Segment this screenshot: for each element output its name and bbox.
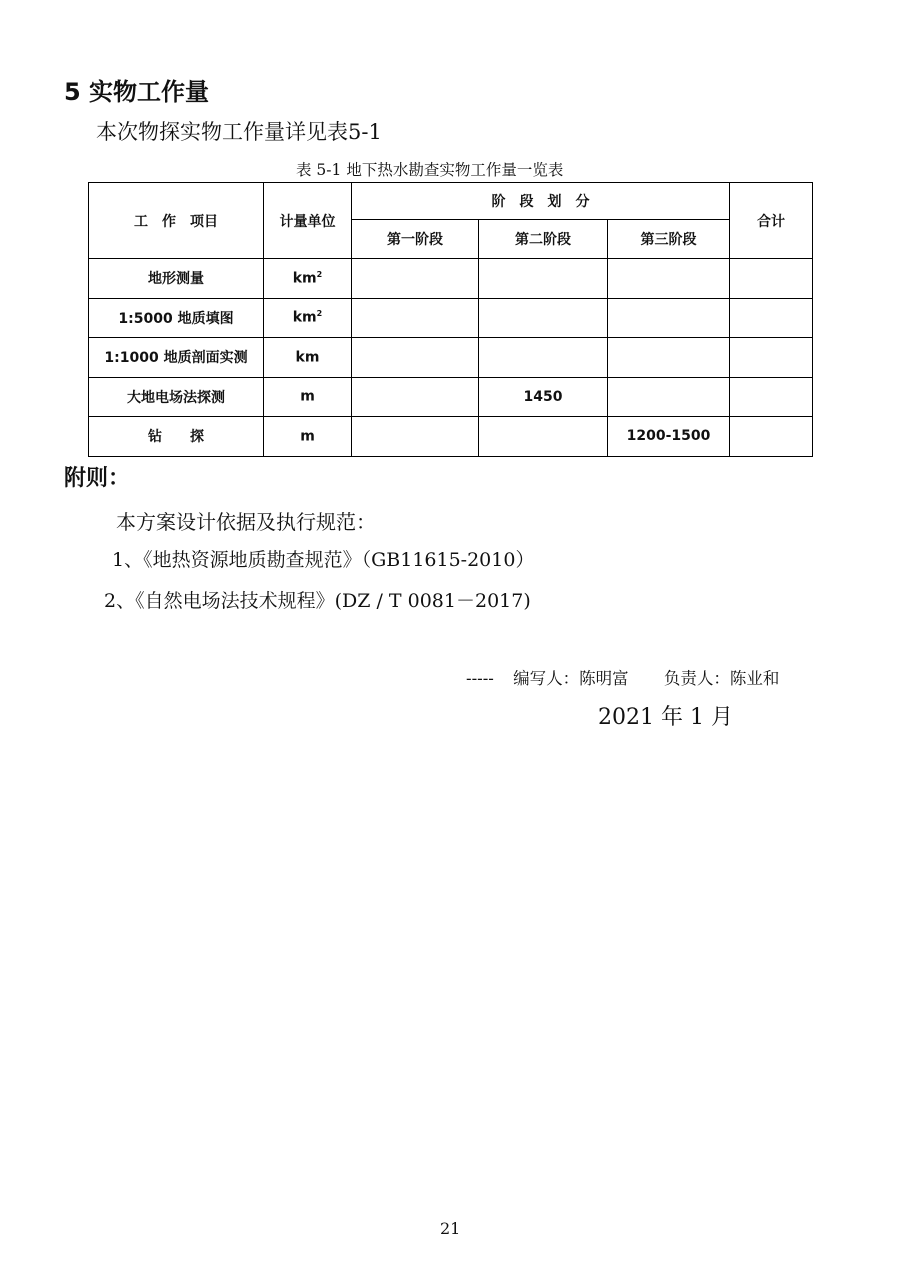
signature-writer: 编写人：陈明富	[513, 669, 629, 688]
header-stage-group: 阶 段 划 分	[352, 183, 730, 220]
cell-unit: m	[264, 377, 352, 417]
section-heading: 5 实物工作量	[64, 78, 210, 106]
cell-item: 地形测量	[89, 259, 264, 299]
intro-text: 本次物探实物工作量详见表5-1	[96, 120, 382, 144]
cell-unit: $km^2$	[264, 259, 352, 299]
page-number: 21	[440, 1219, 461, 1238]
appendix-title: 附则：	[64, 466, 131, 491]
appendix-basis: 本方案设计依据及执行规范：	[116, 510, 376, 534]
header-stage-3: 第三阶段	[608, 220, 730, 259]
document-date: 2021 年 1 月	[598, 705, 733, 730]
header-item: 工 作 项目	[89, 183, 264, 259]
reference-item: 2、《自然电场法技术规程》(DZ / T 0081－2017)	[104, 590, 531, 612]
cell-item: 1:1000 地质剖面实测	[89, 338, 264, 378]
cell-stage-2: 1450	[479, 377, 608, 417]
cell-stage-2	[479, 259, 608, 299]
cell-stage-1	[352, 377, 479, 417]
table-row	[89, 259, 813, 299]
table-caption: 表 5-1 地下热水勘查实物工作量一览表	[296, 161, 564, 179]
cell-total	[730, 298, 813, 338]
cell-stage-3	[608, 377, 730, 417]
signature-responsible: 负责人：陈业和	[663, 669, 780, 688]
cell-stage-3	[608, 298, 730, 338]
cell-stage-3	[608, 259, 730, 299]
cell-stage-2	[479, 338, 608, 378]
cell-stage-1	[352, 259, 479, 299]
cell-stage-3: 1200-1500	[608, 417, 730, 457]
cell-total	[730, 338, 813, 378]
workload-table	[88, 182, 813, 457]
cell-item: 大地电场法探测	[89, 377, 264, 417]
cell-stage-2	[479, 417, 608, 457]
cell-stage-2	[479, 298, 608, 338]
cell-item: 钻 探	[89, 417, 264, 457]
cell-stage-1	[352, 298, 479, 338]
header-total: 合计	[730, 183, 813, 259]
cell-total	[730, 417, 813, 457]
table-row	[89, 298, 813, 338]
header-stage-2: 第二阶段	[479, 220, 608, 259]
table-row	[89, 417, 813, 457]
reference-item: 1、《地热资源地质勘查规范》（GB11615-2010）	[112, 549, 535, 571]
header-stage-1: 第一阶段	[352, 220, 479, 259]
signature-dashes: -----	[466, 669, 494, 688]
cell-unit: km	[264, 338, 352, 378]
cell-item: 1:5000 地质填图	[89, 298, 264, 338]
table-header-row	[89, 183, 813, 220]
cell-stage-3	[608, 338, 730, 378]
table-row	[89, 338, 813, 378]
signature-line	[466, 665, 779, 689]
header-unit: 计量单位	[264, 183, 352, 259]
cell-stage-1	[352, 338, 479, 378]
cell-unit: $km^2$	[264, 298, 352, 338]
cell-unit: m	[264, 417, 352, 457]
cell-total	[730, 377, 813, 417]
cell-stage-1	[352, 417, 479, 457]
cell-total	[730, 259, 813, 299]
table-row	[89, 377, 813, 417]
